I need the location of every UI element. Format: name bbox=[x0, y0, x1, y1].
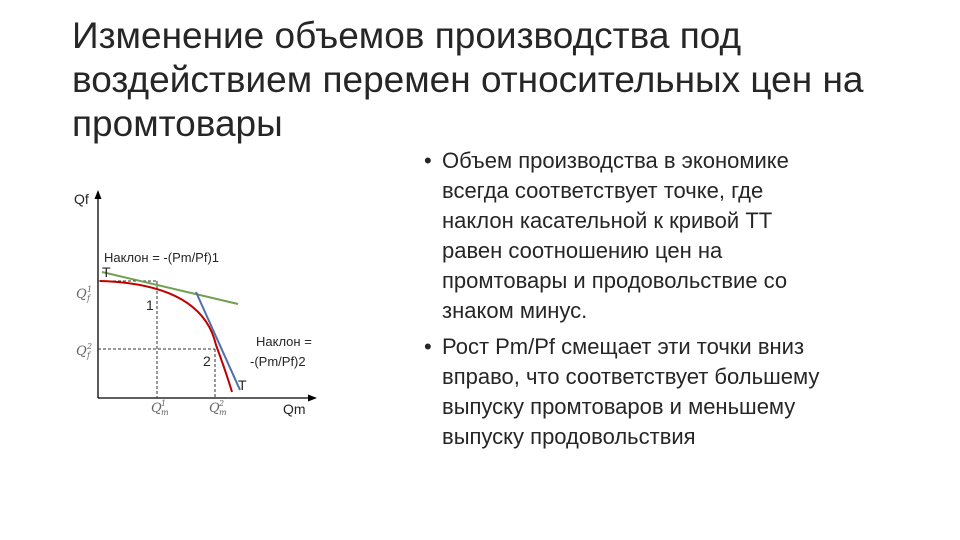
slope-2-label-line-2: -(Pm/Pf)2 bbox=[250, 354, 306, 369]
diagram-svg bbox=[60, 180, 400, 430]
curve-label-top-t: T bbox=[102, 264, 111, 280]
bullet-1-line-5: промтовары и продовольствие со bbox=[442, 268, 788, 293]
y-axis-label: Qf bbox=[74, 191, 89, 207]
qm1-tick-label bbox=[151, 399, 169, 417]
svg-text:m: m bbox=[219, 408, 227, 417]
svg-text:Q: Q bbox=[76, 287, 87, 302]
svg-text:1: 1 bbox=[161, 399, 167, 408]
bullet-item-2 bbox=[412, 332, 952, 452]
qf1-tick-label bbox=[76, 285, 92, 303]
svg-text:Q: Q bbox=[151, 401, 162, 416]
x-axis-label: Qm bbox=[283, 401, 306, 417]
bullet-1-line-4: равен соотношению цен на bbox=[442, 238, 723, 263]
tangent-line-1 bbox=[102, 272, 238, 304]
slide-title bbox=[72, 14, 892, 146]
bullet-1-line-1: Объем производства в экономике bbox=[442, 148, 789, 173]
slope-1-label: Наклон = -(Pm/Pf)1 bbox=[104, 250, 220, 265]
svg-text:Q: Q bbox=[209, 401, 220, 416]
qm2-tick-label bbox=[209, 399, 227, 417]
title-line-3: промтовары bbox=[72, 103, 283, 144]
svg-text:f: f bbox=[87, 351, 90, 360]
svg-text:1: 1 bbox=[87, 285, 93, 294]
y-axis-arrow bbox=[95, 190, 102, 199]
svg-text:2: 2 bbox=[87, 342, 93, 351]
x-axis-arrow bbox=[308, 395, 317, 402]
title-line-2: воздействием перемен относительных цен на bbox=[72, 59, 864, 100]
tangent-line-2 bbox=[196, 292, 240, 390]
svg-text:2: 2 bbox=[219, 399, 225, 408]
svg-text:f: f bbox=[87, 294, 90, 303]
svg-text:Q: Q bbox=[76, 344, 87, 359]
bullet-2-line-1: Рост Pm/Pf смещает эти точки вниз bbox=[442, 334, 805, 359]
bullet-1-line-6: знаком минус. bbox=[442, 298, 588, 323]
slope-2-label-line-1: Наклон = bbox=[256, 334, 312, 349]
bullet-marker: • bbox=[424, 148, 432, 173]
svg-text:m: m bbox=[161, 408, 169, 417]
title-line-1: Изменение объемов производства под bbox=[72, 15, 742, 56]
bullet-2-line-3: выпуску промтоваров и меньшему bbox=[442, 394, 796, 419]
production-possibility-diagram bbox=[60, 180, 400, 430]
point-1-label: 1 bbox=[146, 297, 154, 313]
bullet-list bbox=[412, 146, 952, 452]
bullet-marker: • bbox=[424, 334, 432, 359]
bullet-1-line-3: наклон касательной к кривой ТТ bbox=[442, 208, 773, 233]
curve-label-bottom-t: T bbox=[238, 377, 247, 393]
bullet-2-line-2: вправо, что соответствует большему bbox=[442, 364, 820, 389]
qf2-tick-label bbox=[76, 342, 92, 360]
bullet-item-1 bbox=[412, 146, 952, 326]
bullet-1-line-2: всегда соответствует точке, где bbox=[442, 178, 764, 203]
point-2-label: 2 bbox=[203, 353, 211, 369]
bullet-2-line-4: выпуску продовольствия bbox=[442, 424, 696, 449]
